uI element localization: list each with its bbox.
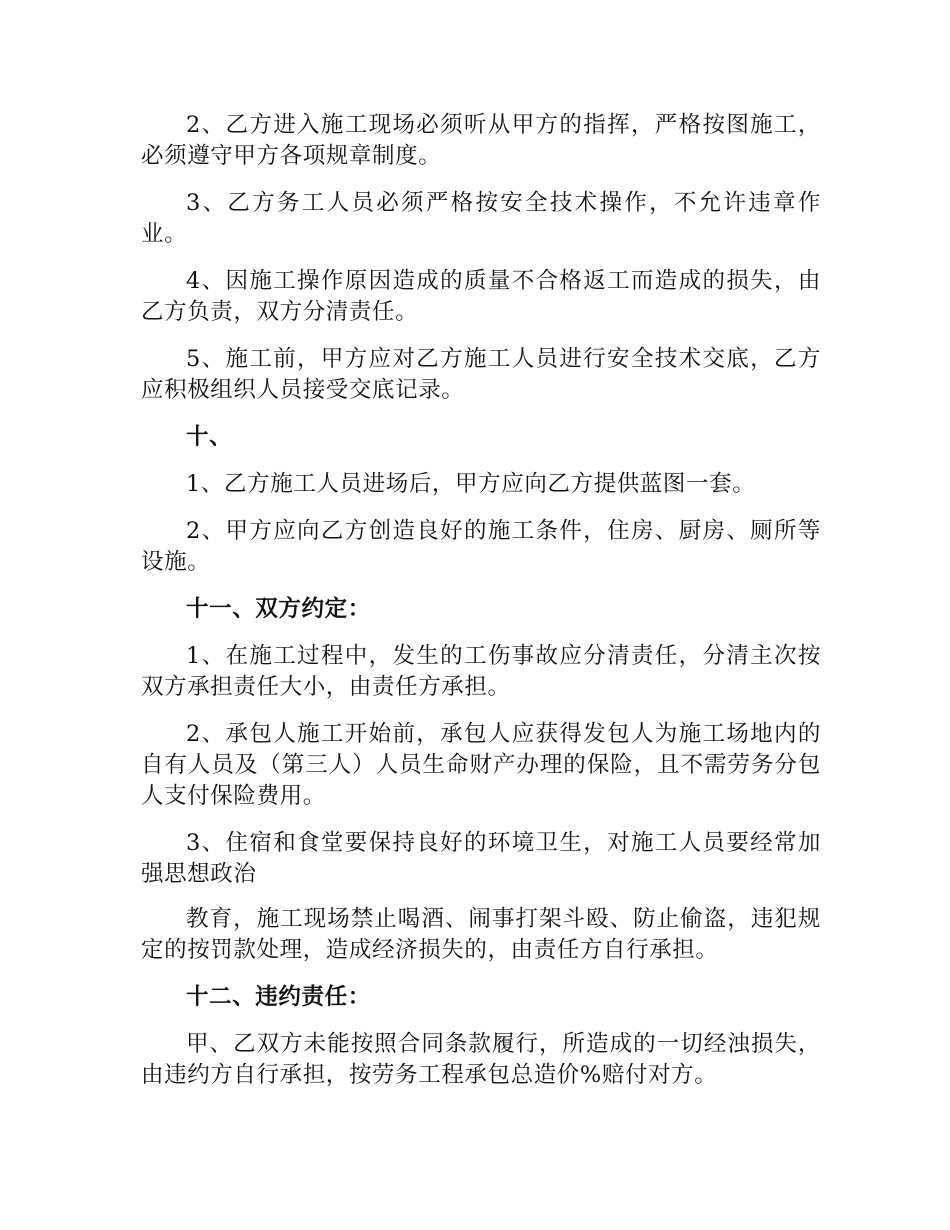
document-body bbox=[141, 110, 821, 1107]
clause-paragraph: 2、甲方应向乙方创造良好的施工条件，住房、厨房、厕所等设施。 bbox=[141, 518, 821, 575]
clause-paragraph: 2、乙方进入施工现场必须听从甲方的指挥，严格按图施工，必须遵守甲方各项规章制度。 bbox=[141, 112, 821, 169]
clause-paragraph: 教育，施工现场禁止喝酒、闹事打架斗殴、防止偷盗，违犯规定的按罚款处理，造成经济损失的，由责任方自行承担。 bbox=[141, 906, 821, 963]
clause-paragraph: 3、住宿和食堂要保持良好的环境卫生，对施工人员要经常加强思想政治 bbox=[141, 830, 821, 887]
section-heading: 十、 bbox=[186, 424, 233, 450]
section-heading: 十一、双方约定： bbox=[186, 596, 371, 622]
clause-paragraph: 甲、乙双方未能按照合同条款履行，所造成的一切经浊损失，由违约方自行承担，按劳务工程承包总造价%赔付对方。 bbox=[141, 1031, 821, 1088]
clause-paragraph: 2、承包人施工开始前，承包人应获得发包人为施工场地内的自有人员及（第三人）人员生命财产办理的保险，且不需劳务分包人支付保险费用。 bbox=[141, 721, 821, 809]
clause-paragraph: 3、乙方务工人员必须严格按安全技术操作，不允许违章作业。 bbox=[141, 190, 821, 247]
section-heading: 十二、违约责任： bbox=[186, 984, 371, 1010]
clause-paragraph: 1、乙方施工人员进场后，甲方应向乙方提供蓝图一套。 bbox=[186, 471, 756, 497]
clause-paragraph: 1、在施工过程中，发生的工伤事故应分清责任，分清主次按双方承担责任大小，由责任方承担。 bbox=[141, 643, 821, 700]
clause-paragraph: 4、因施工操作原因造成的质量不合格返工而造成的损失，由乙方负责，双方分清责任。 bbox=[141, 268, 821, 325]
clause-paragraph: 5、施工前，甲方应对乙方施工人员进行安全技术交底，乙方应积极组织人员接受交底记录。 bbox=[141, 346, 821, 403]
